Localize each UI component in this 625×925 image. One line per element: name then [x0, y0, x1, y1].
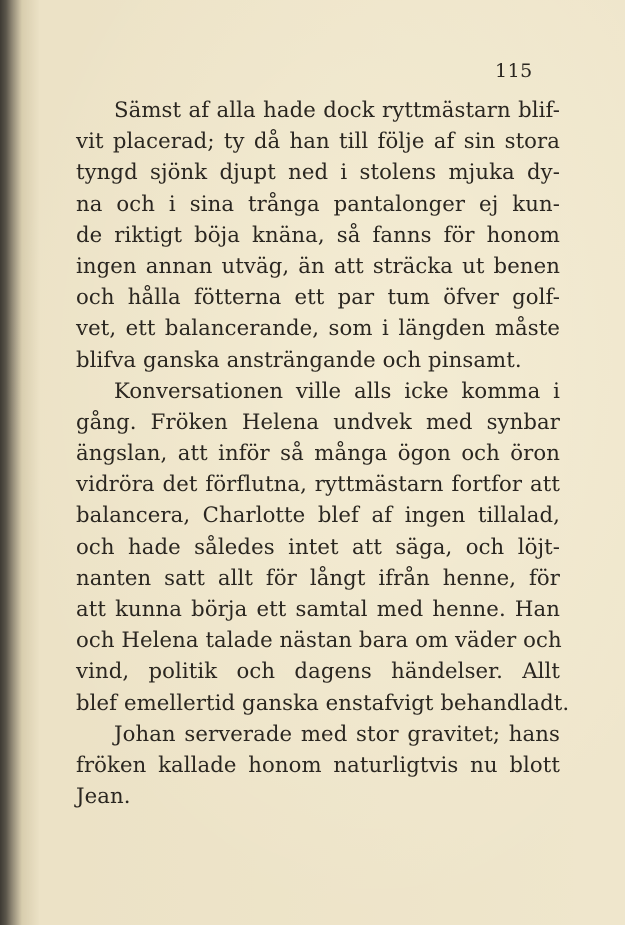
page-number: 115 [495, 60, 533, 82]
body-text [76, 94, 570, 811]
text-line: blef emellertid ganska enstafvigt behandladt. [76, 689, 570, 715]
text-line: Johan serverade med stor gravitet; hans [114, 720, 560, 746]
text-line: vit placerad; ty då han till följe af sin stora [76, 128, 560, 154]
text-line: Konversationen ville alls icke komma i [114, 377, 560, 403]
text-line: tyngd sjönk djupt ned i stolens mjuka dy- [76, 159, 560, 185]
text-line: gång. Fröken Helena undvek med synbar [76, 408, 560, 434]
text-line: ängslan, att inför så många ögon och öron [76, 440, 560, 466]
text-line: och hålla fötterna ett par tum öfver golf- [76, 284, 560, 310]
text-line: fröken kallade honom naturligtvis nu blott [76, 751, 560, 777]
text-line: att kunna börja ett samtal med henne. Han [76, 596, 560, 621]
text-line: vidröra det förflutna, ryttmästarn fortfor att [76, 471, 560, 497]
text-line: balancera, Charlotte blef af ingen tillalad, [76, 502, 560, 528]
text-line: na och i sina trånga pantalonger ej kun- [76, 190, 560, 216]
text-line: nanten satt allt för långt ifrån henne, för [76, 564, 560, 590]
text-line: blifva ganska ansträngande och pinsamt. [76, 346, 522, 372]
text-line: och hade således intet att säga, och löjt- [76, 533, 560, 559]
text-line: Sämst af alla hade dock ryttmästarn blif- [114, 97, 560, 122]
text-line: och Helena talade nästan bara om väder och [76, 627, 562, 653]
text-line: vet, ett balancerande, som i längden måste [76, 315, 560, 341]
text-line: ingen annan utväg, än att sträcka ut benen [76, 252, 560, 278]
text-line: vind, politik och dagens händelser. Allt [76, 658, 560, 684]
text-line: Jean. [76, 783, 131, 809]
text-line: de riktigt böja knäna, så fanns för honom [76, 221, 560, 247]
